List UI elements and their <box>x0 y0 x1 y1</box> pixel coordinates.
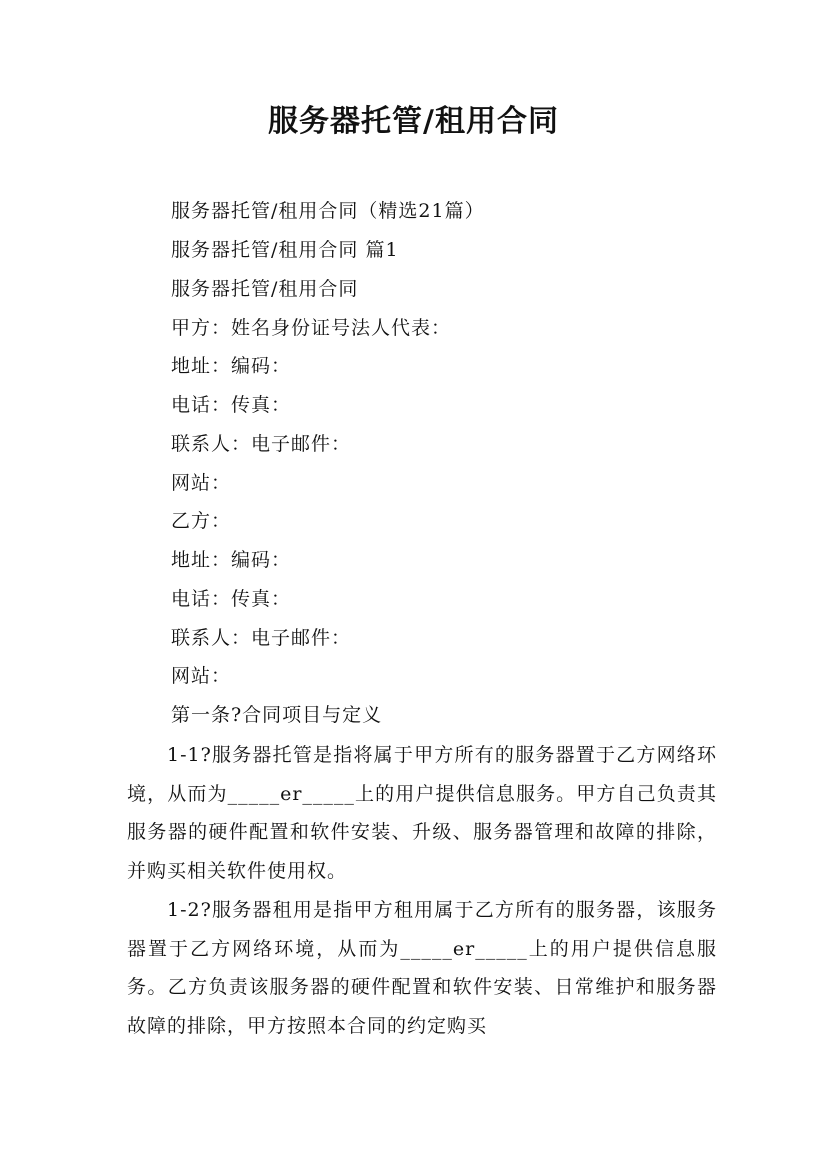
party-a-contact: 联系人：电子邮件： <box>171 433 352 455</box>
clause-1-1-paragraph: 1-1?服务器托管是指将属于甲方所有的服务器置于乙方网络环境，从而为_____er_____上的用户提供信息服务。甲方自己负责其服务器的硬件配置和软件安装、升级、服务器管理和故障的排除，并购买相关软件使用权。 <box>127 744 717 883</box>
clause-1-2-paragraph: 1-2?服务器租用是指甲方租用属于乙方所有的服务器，该服务器置于乙方网络环境，从而为_____er_____上的用户提供信息服务。乙方负责该服务器的硬件配置和软件安装、日常维护和服务器故障的排除，甲方按照本合同的约定购买 <box>127 899 717 1038</box>
party-a-phone: 电话：传真： <box>171 394 292 416</box>
party-b-contact: 联系人：电子邮件： <box>171 627 352 649</box>
doc-subtitle: 服务器托管/租用合同（精选21篇） <box>171 200 485 222</box>
article-one-heading: 第一条?合同项目与定义 <box>171 704 383 726</box>
party-a-website: 网站： <box>171 472 232 494</box>
party-b-website: 网站： <box>171 665 232 687</box>
party-a-address: 地址：编码： <box>171 355 292 377</box>
doc-section-heading: 服务器托管/租用合同 篇1 <box>171 239 399 261</box>
party-a-line: 甲方：姓名身份证号法人代表： <box>171 317 452 339</box>
party-b-phone: 电话：传真： <box>171 588 292 610</box>
party-b-address: 地址：编码： <box>171 549 292 571</box>
party-b-line: 乙方： <box>171 510 232 532</box>
document-title: 服务器托管/租用合同 <box>268 104 559 139</box>
doc-contract-name: 服务器托管/租用合同 <box>171 278 359 300</box>
